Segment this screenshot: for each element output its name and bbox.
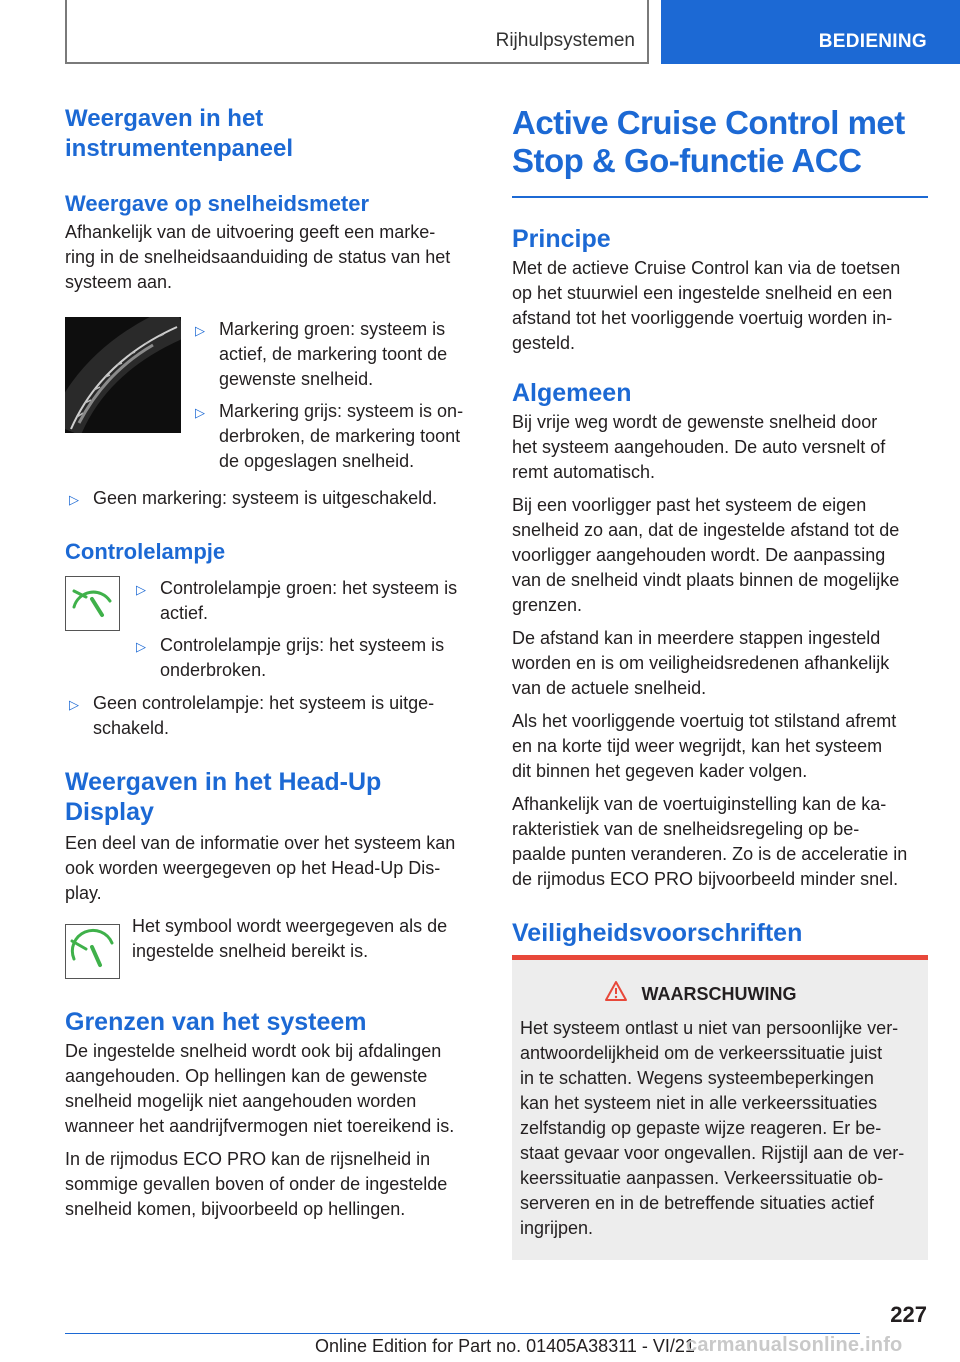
paragraph-grenzen-1 [65,1039,480,1139]
text-line: worden en is om veiligheidsredenen afhankelijk [512,653,890,673]
header-chapter-title: BEDIENING [818,31,927,52]
list-item [191,317,480,392]
text-line: serveren en in de betreffende situaties actief [520,1193,874,1213]
text-line: De ingestelde snelheid wordt ook bij afdalingen [65,1041,442,1061]
text-line: in te schatten. Wegens systeembeperkingen [520,1068,874,1088]
text-line: Een deel van de informatie over het systeem kan [65,833,456,853]
paragraph-principe [512,256,928,356]
text-line: Afhankelijk van de voertuiginstelling kan de ka- [512,794,887,814]
text-line: Markering grijs: systeem is on- [219,401,464,421]
text-line: aangehouden. Op hellingen kan de gewenste [65,1066,428,1086]
bullet-text [160,633,444,683]
warning-box [512,955,928,1260]
text-line: wanneer het aandrijfvermogen niet toereikend is. [65,1116,455,1136]
text-line: op het stuurwiel een ingestelde snelheid en een [512,283,893,303]
text-line: play. [65,883,102,903]
text-line: De afstand kan in meerdere stappen ingesteld [512,628,881,648]
speedometer-block [65,317,480,474]
heading-algemeen: Algemeen [512,379,632,407]
header-chapter-box [661,0,960,64]
list-item [132,576,480,626]
list-item [65,691,480,741]
text-line: Bij vrije weg wordt de gewenste snelheid door [512,412,878,432]
text-line: Afhankelijk van de uitvoering geeft een marke- [65,222,436,242]
text-line: voorligger aangehouden wordt. De aanpassing [512,545,886,565]
text-line: In de rijmodus ECO PRO kan de rijsnelheid in [65,1149,431,1169]
text-line: Het symbool wordt weergegeven als de [132,916,448,936]
text-line: dit binnen het gegeven kader volgen. [512,761,808,781]
warning-triangle-icon [604,980,628,1008]
text-line: van de actuele snelheid. [512,678,707,698]
bullet-text [93,691,434,741]
text-line: gewenste snelheid. [219,369,374,389]
paragraph-algemeen-5 [512,792,928,892]
left-column [65,104,480,1222]
triangle-bullet-icon: ▷ [136,639,146,654]
text-line: Als het voorliggende voertuig tot stilstand afremt [512,711,897,731]
text-line: snelheid mogelijk niet aangehouden worden [65,1091,417,1111]
text-line: keerssituatie aanpassen. Verkeerssituatie ob- [520,1168,884,1188]
bullet-text [219,399,463,474]
text-line: Met de actieve Cruise Control kan via de toetsen [512,258,901,278]
heading-snelheidsmeter: Weergave op snelheidsmeter [65,191,370,216]
text-line: van de snelheid vindt plaats binnen de mogelijke [512,570,900,590]
paragraph-snelheidsmeter [65,220,480,295]
right-column [512,104,928,948]
text-line: Het systeem ontlast u niet van persoonlijke ver- [520,1018,899,1038]
text-line: en na korte tijd weer wegrijdt, kan het systeem [512,736,883,756]
text-line: derbroken, de markering toont [219,426,461,446]
text-line: het systeem aangehouden. De auto versnelt of [512,437,886,457]
heading-veiligheid: Veiligheidsvoorschriften [512,919,803,947]
text-line: grenzen. [512,595,583,615]
text-line: Geen controlelampje: het systeem is uitge- [93,693,435,713]
bullet-text [219,317,447,392]
heading-line: Weergaven in het instrumentenpaneel [65,105,294,162]
triangle-bullet-icon: ▷ [69,492,79,507]
paragraph-algemeen-4 [512,709,928,784]
text-line: Markering groen: systeem is [219,319,446,339]
list-item [191,399,480,474]
text-line: Controlelampje groen: het systeem is [160,578,458,598]
text-line: Active Cruise Control met [512,104,905,141]
warning-label: WAARSCHUWING [641,984,797,1004]
page-number: 227 [890,1302,927,1327]
heading-hud [65,767,480,827]
text-line: Bij een voorligger past het systeem de eigen [512,495,867,515]
paragraph-algemeen-3 [512,626,928,701]
watermark: carmanualsonline.info [686,1334,903,1356]
footer-edition: Online Edition for Part no. 01405A38311 - VI/21 [315,1336,695,1356]
text-line: onderbroken. [160,660,267,680]
text-line: snelheid zo aan, dat de ingestelde afstand tot de [512,520,900,540]
text-line: remt automatisch. [512,462,656,482]
lamp-block [65,576,480,683]
text-line: paalde punten veranderen. Zo is de acceleratie in [512,844,908,864]
triangle-bullet-icon: ▷ [195,405,205,420]
paragraph-grenzen-2 [65,1147,480,1222]
header-section-title: Rijhulpsystemen [495,30,635,51]
text-line: snelheid komen, bijvoorbeeld op hellingen. [65,1199,406,1219]
triangle-bullet-icon: ▷ [69,697,79,712]
paragraph-hud [65,831,480,906]
heading-line: Weergaven in het Head-Up Display [65,768,382,826]
text-line: staat gevaar voor ongevallen. Rijstijl aan de ver- [520,1143,905,1163]
list-item [132,633,480,683]
heading-controlelampje: Controlelampje [65,539,226,564]
text-line: Stop & Go-functie ACC [512,142,862,179]
cruise-control-green-icon [65,576,120,631]
heading-grenzen: Grenzen van het systeem [65,1008,367,1036]
bullet-text [160,576,457,626]
heading-principe: Principe [512,225,611,253]
title-rule [512,196,928,198]
text-line: kan het systeem niet in alle verkeerssituaties [520,1093,878,1113]
heading-weergaven-instrumentenpaneel [65,104,480,164]
list-item [65,486,480,512]
warning-header [520,980,920,1008]
text-line: ook worden weergegeven op het Head-Up Dis- [65,858,441,878]
text-line: actief. [160,603,209,623]
text-line: ring in de snelheidsaanduiding de status van het [65,247,451,267]
chapter-title [512,104,928,180]
header-section-box [65,0,649,64]
text-line: schakeld. [93,718,170,738]
text-line: de rijmodus ECO PRO bijvoorbeeld minder snel. [512,869,899,889]
text-line: ingestelde snelheid bereikt is. [132,941,369,961]
warning-text [520,1016,920,1241]
text-line: gesteld. [512,333,576,353]
text-line: zelfstandig op gepaste wijze reageren. Er be- [520,1118,882,1138]
text-line: rakteristiek van de snelheidsregeling op be- [512,819,860,839]
hud-block [65,914,480,979]
text-line: ingrijpen. [520,1218,594,1238]
text-line: Controlelampje grijs: het systeem is [160,635,445,655]
text-line: afstand tot het voorliggende voertuig worden in- [512,308,893,328]
speedometer-image [65,317,181,433]
cruise-control-white-icon [65,924,120,979]
triangle-bullet-icon: ▷ [136,582,146,597]
text-line: sommige gevallen boven of onder de ingestelde [65,1174,448,1194]
paragraph-algemeen-1 [512,410,928,485]
text-line: actief, de markering toont de [219,344,448,364]
speedo-bullet-list [191,317,480,474]
lamp-bullet-list [132,576,480,683]
text-line: antwoordelijkheid om de verkeerssituatie juist [520,1043,883,1063]
text-line: de opgeslagen snelheid. [219,451,415,471]
bullet-text: Geen markering: systeem is uitgeschakeld. [93,488,438,508]
text-line: systeem aan. [65,272,173,292]
triangle-bullet-icon: ▷ [195,323,205,338]
hud-icon-text [132,914,447,979]
paragraph-algemeen-2 [512,493,928,618]
